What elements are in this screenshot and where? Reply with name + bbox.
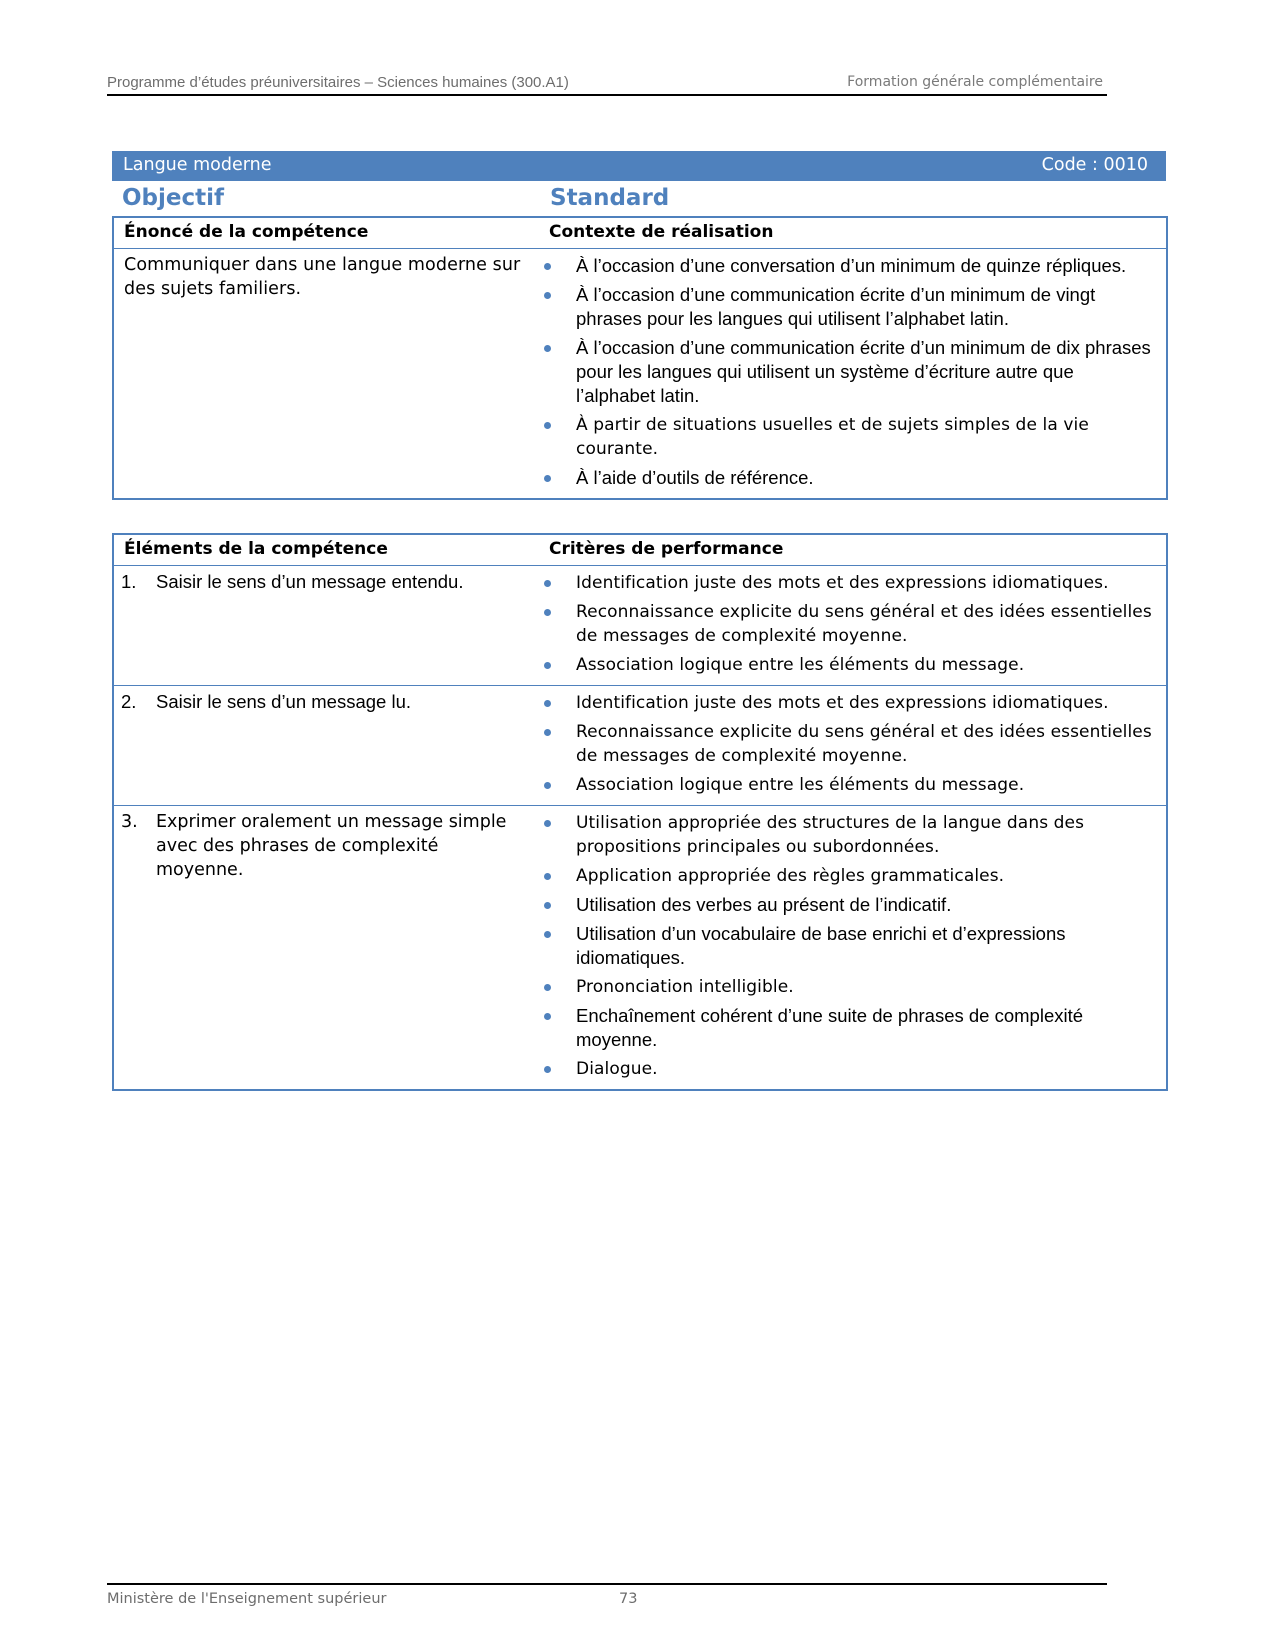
section-title: Formation générale complémentaire bbox=[847, 74, 1103, 90]
bullet-icon bbox=[544, 984, 551, 991]
criteria-list bbox=[539, 806, 1166, 1089]
element-text: Exprimer oralement un message simple avec des phrases de complexité moyenne. bbox=[156, 812, 507, 880]
bullet-icon bbox=[544, 873, 551, 880]
bullet-icon bbox=[544, 1066, 551, 1073]
statement-header: Énoncé de la compétence bbox=[124, 222, 369, 242]
bullet-icon bbox=[544, 782, 551, 789]
competency-element bbox=[114, 806, 539, 882]
context-item: À l’occasion d’une conversation d’un minimum de quinze répliques. bbox=[539, 254, 1158, 278]
criteria-item: Reconnaissance explicite du sens général et des idées essentielles de messages de complexité moyenne. bbox=[539, 600, 1158, 648]
bullet-icon bbox=[544, 292, 551, 299]
elements-header: Éléments de la compétence bbox=[124, 539, 388, 559]
bullet-icon bbox=[544, 609, 551, 616]
course-code: Code : 0010 bbox=[1041, 155, 1148, 175]
table-row bbox=[113, 806, 1167, 1091]
context-header: Contexte de réalisation bbox=[549, 222, 774, 242]
context-item: À l’aide d’outils de référence. bbox=[539, 466, 1158, 490]
criteria-list bbox=[539, 566, 1166, 685]
page-number: 73 bbox=[619, 1591, 638, 1607]
bullet-icon bbox=[544, 820, 551, 827]
course-title-bar bbox=[112, 151, 1166, 181]
bullet-icon bbox=[544, 729, 551, 736]
page-header bbox=[107, 72, 1107, 96]
element-number: 3. bbox=[121, 812, 138, 832]
bullet-icon bbox=[544, 700, 551, 707]
competency-table-header bbox=[113, 217, 1167, 249]
element-number: 2. bbox=[121, 691, 137, 712]
standard-heading: Standard bbox=[550, 185, 670, 211]
competency-element bbox=[114, 566, 539, 594]
table-row bbox=[113, 686, 1167, 806]
context-item: À l’occasion d’une communication écrite d’un minimum de vingt phrases pour les langues qui utilisent l’alphabet latin. bbox=[539, 283, 1158, 331]
bullet-icon bbox=[544, 345, 551, 352]
context-item: À partir de situations usuelles et de sujets simples de la vie courante. bbox=[539, 413, 1158, 461]
bullet-icon bbox=[544, 902, 551, 909]
element-number: 1. bbox=[121, 571, 137, 592]
criteria-item: Identification juste des mots et des expressions idiomatiques. bbox=[539, 571, 1158, 595]
objective-heading: Objectif bbox=[122, 185, 225, 211]
criteria-list bbox=[539, 686, 1166, 805]
competency-row bbox=[113, 249, 1167, 500]
bullet-icon bbox=[544, 475, 551, 482]
table-row bbox=[113, 566, 1167, 686]
bullet-icon bbox=[544, 263, 551, 270]
competency-table bbox=[112, 216, 1168, 500]
criteria-item: Identification juste des mots et des expressions idiomatiques. bbox=[539, 691, 1158, 715]
element-text: Saisir le sens d’un message entendu. bbox=[156, 571, 464, 592]
program-title: Programme d’études préuniversitaires – Sciences humaines (300.A1) bbox=[107, 74, 569, 91]
criteria-item: Utilisation d’un vocabulaire de base enrichi et d’expressions idiomatiques. bbox=[539, 922, 1158, 970]
elements-table-header bbox=[113, 534, 1167, 566]
criteria-item: Utilisation des verbes au présent de l’indicatif. bbox=[539, 893, 1158, 917]
page-footer bbox=[107, 1583, 1107, 1607]
context-item: À l’occasion d’une communication écrite d’un minimum de dix phrases pour les langues qui utilisent un système d’écriture autre que l’alphabet latin. bbox=[539, 336, 1158, 408]
criteria-item: Dialogue. bbox=[539, 1057, 1158, 1081]
competency-element bbox=[114, 686, 539, 714]
criteria-item: Utilisation appropriée des structures de la langue dans des propositions principales ou subordonnées. bbox=[539, 811, 1158, 859]
criteria-item: Reconnaissance explicite du sens général et des idées essentielles de messages de complexité moyenne. bbox=[539, 720, 1158, 768]
bullet-icon bbox=[544, 662, 551, 669]
criteria-item: Association logique entre les éléments du message. bbox=[539, 653, 1158, 677]
context-list bbox=[539, 249, 1166, 498]
bullet-icon bbox=[544, 422, 551, 429]
element-text: Saisir le sens d’un message lu. bbox=[156, 691, 412, 712]
criteria-item: Enchaînement cohérent d’une suite de phrases de complexité moyenne. bbox=[539, 1004, 1158, 1052]
bullet-icon bbox=[544, 580, 551, 587]
criteria-item: Prononciation intelligible. bbox=[539, 975, 1158, 999]
competency-statement: Communiquer dans une langue moderne sur des sujets familiers. bbox=[124, 255, 521, 299]
criteria-item: Association logique entre les éléments du message. bbox=[539, 773, 1158, 797]
criteria-header: Critères de performance bbox=[549, 539, 784, 559]
bullet-icon bbox=[544, 1013, 551, 1020]
ministry-name: Ministère de l'Enseignement supérieur bbox=[107, 1591, 387, 1607]
criteria-item: Application appropriée des règles grammaticales. bbox=[539, 864, 1158, 888]
course-title: Langue moderne bbox=[123, 155, 272, 175]
bullet-icon bbox=[544, 931, 551, 938]
elements-table bbox=[112, 533, 1168, 1091]
